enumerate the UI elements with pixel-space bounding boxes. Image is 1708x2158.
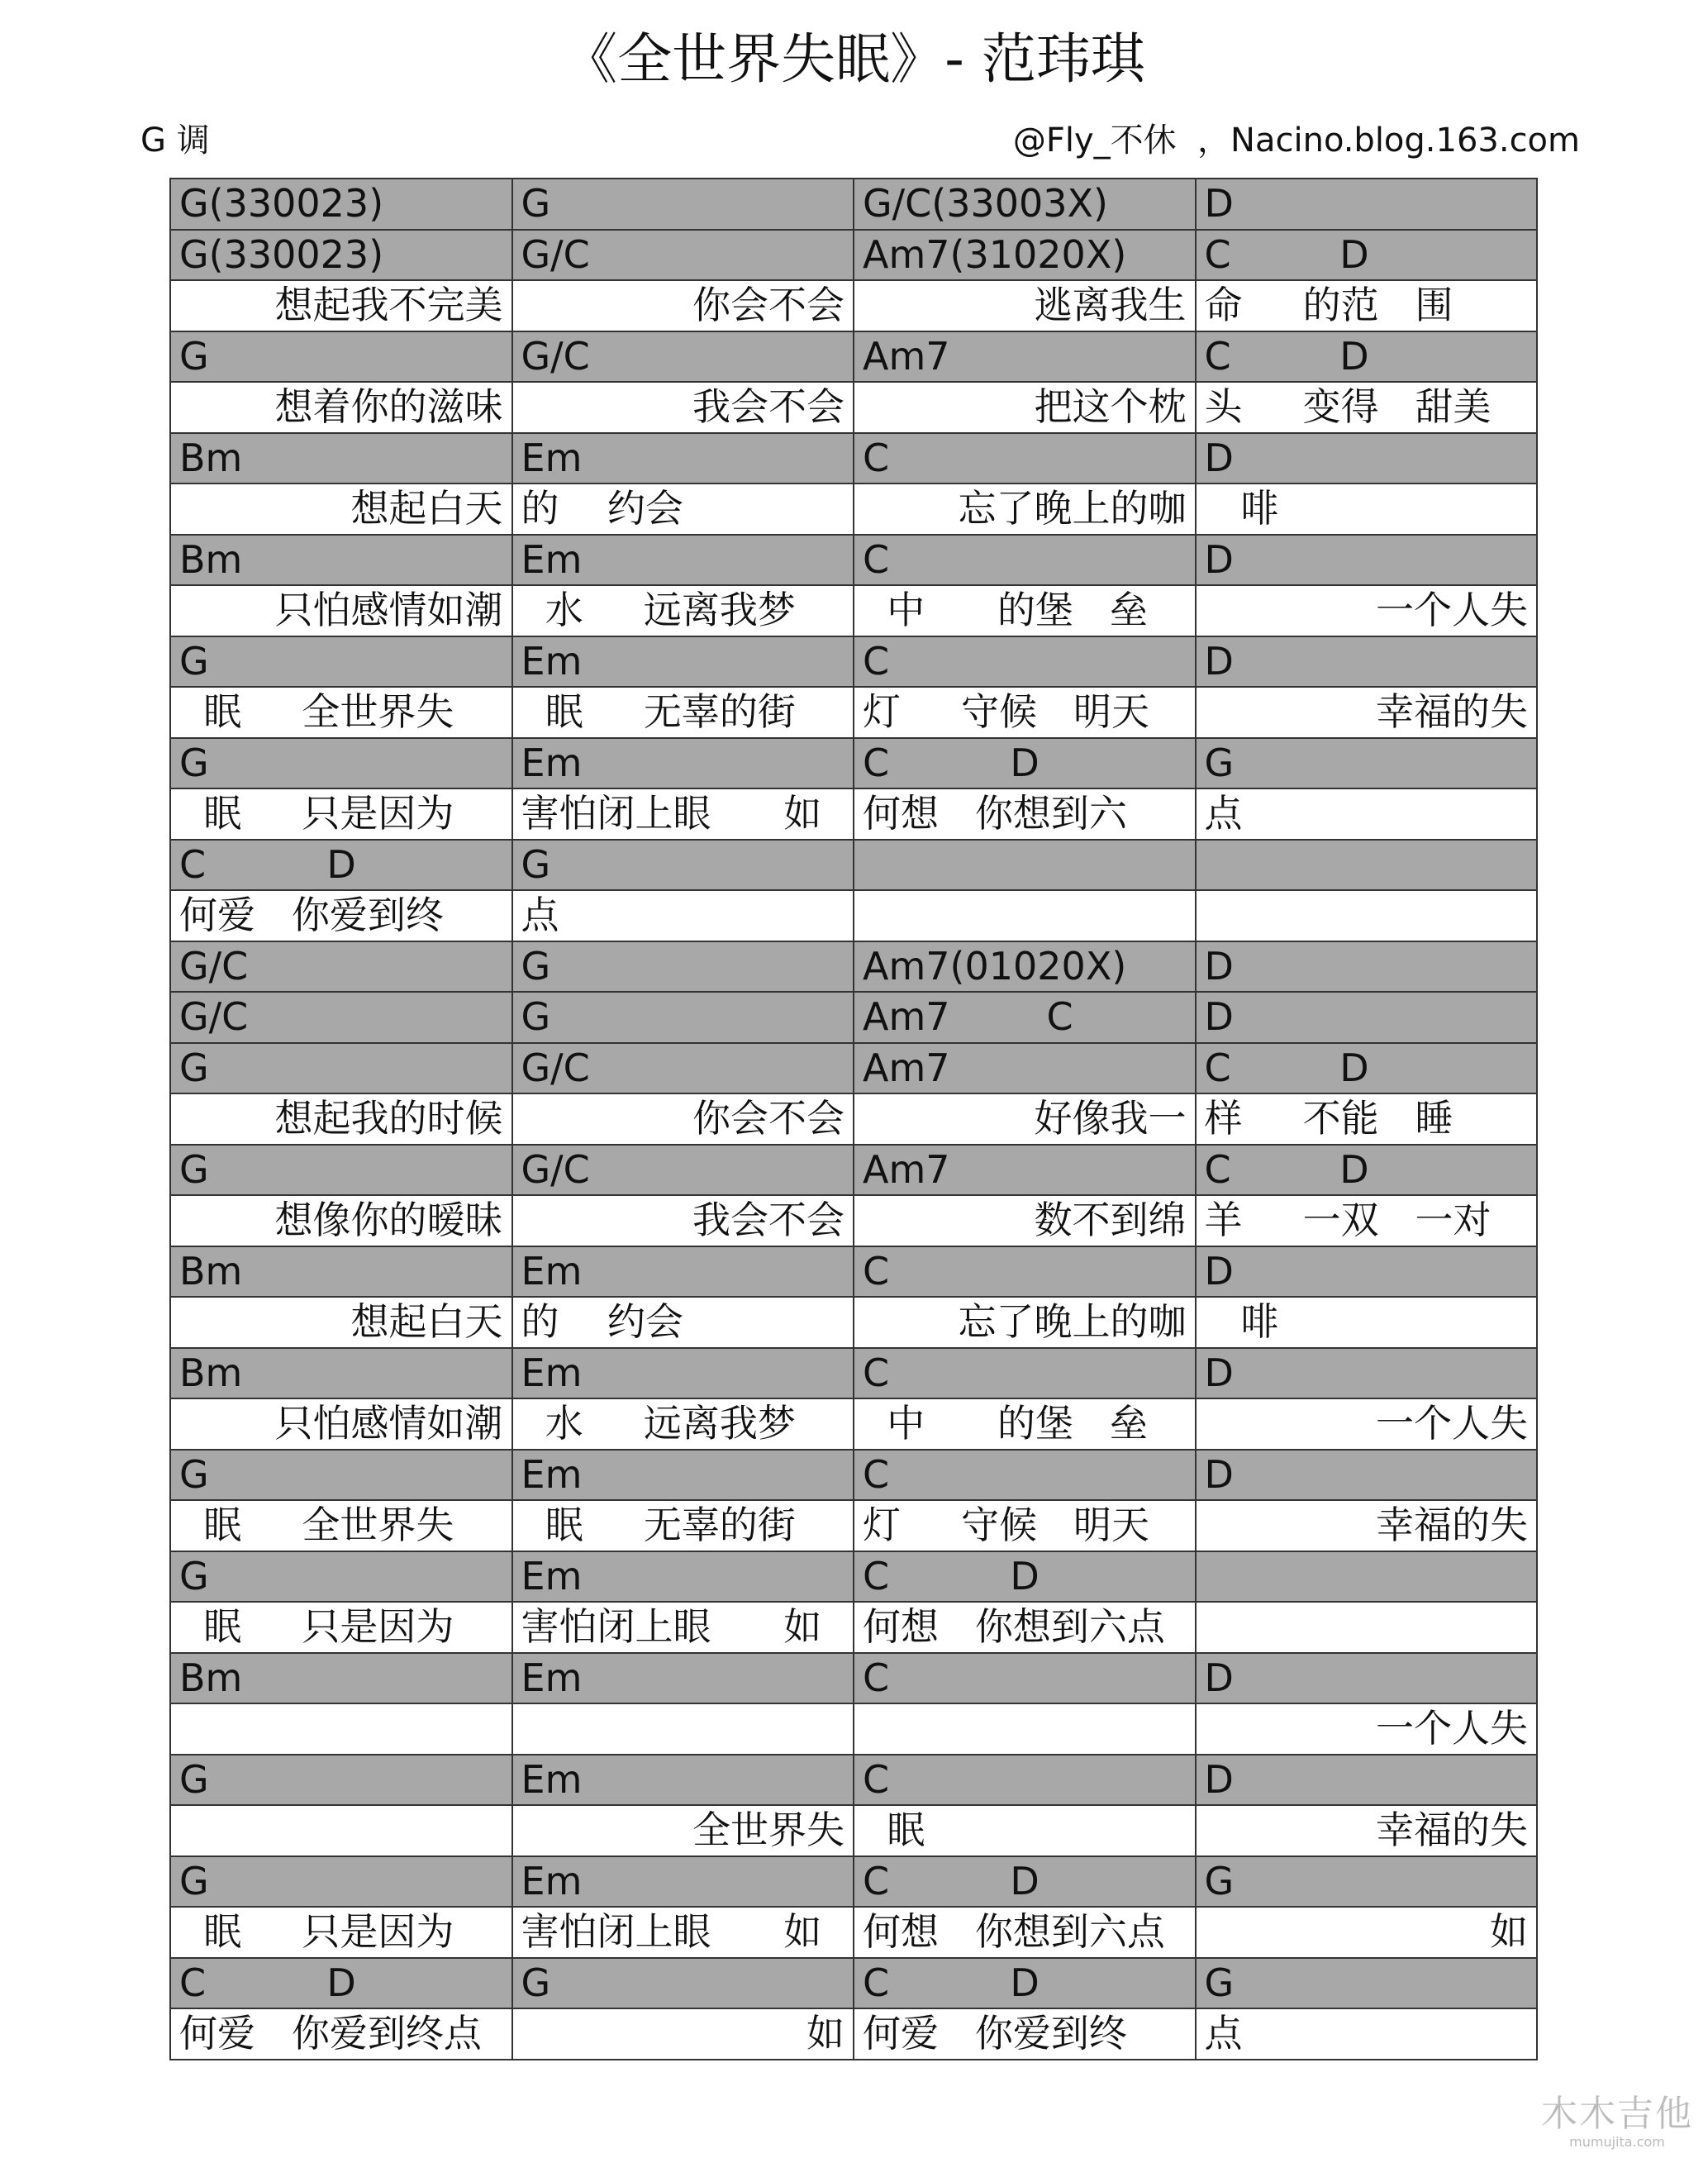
lyric-cell: 幸福的失 — [1196, 687, 1538, 738]
lyric-cell: 何想 你想到六 — [854, 788, 1196, 840]
lyric-cell: 头 变得 甜美 — [1196, 382, 1538, 433]
lyric-row — [170, 788, 1537, 840]
chord-cell: G/C — [512, 331, 854, 383]
chord-cell: G — [512, 992, 854, 1043]
chord-cell: C D — [1196, 1043, 1538, 1094]
lyric-cell — [512, 1703, 854, 1755]
lyric-cell: 幸福的失 — [1196, 1500, 1538, 1551]
chord-cell: Am7 — [854, 1043, 1196, 1094]
chord-cell: C — [854, 433, 1196, 484]
chord-cell: G/C — [170, 992, 512, 1043]
chord-cell: G — [170, 1145, 512, 1196]
lyric-cell: 想着你的滋味 — [170, 382, 512, 433]
chord-cell: Em — [512, 738, 854, 789]
chord-row — [170, 1856, 1537, 1908]
lyric-cell: 害怕闭上眼 如 — [512, 788, 854, 840]
chord-row — [170, 840, 1537, 891]
chord-cell: G — [512, 179, 854, 230]
lyric-row — [170, 585, 1537, 636]
lyric-row — [170, 1500, 1537, 1551]
chord-cell: Em — [512, 1450, 854, 1501]
lyric-cell: 我会不会 — [512, 382, 854, 433]
chord-row — [170, 1958, 1537, 2009]
chord-row — [170, 992, 1537, 1043]
chord-cell: C — [854, 535, 1196, 586]
chord-cell: Am7(31020X) — [854, 230, 1196, 281]
chord-row — [170, 433, 1537, 484]
lyric-cell: 中 的堡 垒 — [854, 585, 1196, 636]
lyric-cell: 啡 — [1196, 1297, 1538, 1348]
lyric-cell: 点 — [1196, 788, 1538, 840]
lyric-cell: 想起白天 — [170, 484, 512, 535]
chord-cell — [854, 840, 1196, 891]
song-key: G 调 — [140, 121, 210, 160]
chord-row — [170, 230, 1537, 281]
chord-cell: C — [854, 1450, 1196, 1501]
lyric-cell — [1196, 1602, 1538, 1653]
lyric-cell: 眠 只是因为 — [170, 1907, 512, 1958]
chord-row — [170, 179, 1537, 230]
chord-cell: C D — [854, 1958, 1196, 2009]
chord-cell: Am7 — [854, 1145, 1196, 1196]
lyric-cell: 只怕感情如潮 — [170, 585, 512, 636]
credit-line: @Fly_不休 ，Nacino.blog.163.com — [1012, 121, 1580, 160]
lyric-row — [170, 484, 1537, 535]
lyric-cell: 一个人失 — [1196, 1398, 1538, 1450]
chord-cell: C D — [854, 1551, 1196, 1603]
lyric-cell: 眠 无辜的街 — [512, 687, 854, 738]
lyric-cell: 好像我一 — [854, 1093, 1196, 1145]
lyric-cell: 忘了晚上的咖 — [854, 1297, 1196, 1348]
chord-cell: D — [1196, 1450, 1538, 1501]
lyric-cell: 你会不会 — [512, 1093, 854, 1145]
watermark-text: 木木吉他 — [1541, 2093, 1693, 2135]
site-watermark — [1541, 2094, 1693, 2150]
chord-cell: D — [1196, 535, 1538, 586]
chord-cell: Em — [512, 1348, 854, 1399]
lyric-cell: 眠 无辜的街 — [512, 1500, 854, 1551]
chord-cell: C D — [854, 1856, 1196, 1908]
lyric-row — [170, 1093, 1537, 1145]
chord-sheet-table — [169, 178, 1538, 2060]
lyric-cell: 逃离我生 — [854, 280, 1196, 331]
lyric-cell: 的 约会 — [512, 1297, 854, 1348]
lyric-cell: 害怕闭上眼 如 — [512, 1907, 854, 1958]
lyric-cell: 中 的堡 垒 — [854, 1398, 1196, 1450]
chord-row — [170, 1450, 1537, 1501]
lyric-cell: 全世界失 — [512, 1805, 854, 1856]
lyric-cell: 灯 守候 明天 — [854, 687, 1196, 738]
lyric-cell: 忘了晚上的咖 — [854, 484, 1196, 535]
lyric-cell — [1196, 890, 1538, 941]
lyric-cell: 眠 只是因为 — [170, 1602, 512, 1653]
song-title: 《全世界失眠》- 范玮琪 — [563, 27, 1145, 91]
lyric-cell: 命 的范 围 — [1196, 280, 1538, 331]
chord-cell: D — [1196, 636, 1538, 688]
chord-cell: Em — [512, 433, 854, 484]
chord-cell: D — [1196, 179, 1538, 230]
lyric-cell: 羊 一双 一对 — [1196, 1195, 1538, 1246]
chord-cell — [1196, 840, 1538, 891]
chord-cell: G — [1196, 738, 1538, 789]
chord-cell: Am7 C — [854, 992, 1196, 1043]
chord-cell: Bm — [170, 433, 512, 484]
lyric-row — [170, 1398, 1537, 1450]
chord-cell: C — [854, 636, 1196, 688]
chord-cell: G — [170, 1043, 512, 1094]
chord-cell: G/C(33003X) — [854, 179, 1196, 230]
lyric-row — [170, 2008, 1537, 2060]
lyric-cell — [854, 1703, 1196, 1755]
chord-row — [170, 1145, 1537, 1196]
chord-cell: C D — [1196, 1145, 1538, 1196]
chord-cell: C — [854, 1653, 1196, 1704]
chord-cell: G — [170, 331, 512, 383]
chord-cell — [1196, 1551, 1538, 1603]
chord-cell: G(330023) — [170, 179, 512, 230]
chord-cell: G — [170, 1755, 512, 1806]
chord-cell: D — [1196, 433, 1538, 484]
lyric-cell: 样 不能 睡 — [1196, 1093, 1538, 1145]
chord-cell: C — [854, 1348, 1196, 1399]
lyric-cell: 想起我不完美 — [170, 280, 512, 331]
lyric-cell: 一个人失 — [1196, 1703, 1538, 1755]
lyric-cell: 一个人失 — [1196, 585, 1538, 636]
chord-cell: Am7(01020X) — [854, 941, 1196, 993]
lyric-cell: 水 远离我梦 — [512, 585, 854, 636]
lyric-cell: 想像你的暧昧 — [170, 1195, 512, 1246]
lyric-cell: 啡 — [1196, 484, 1538, 535]
chord-cell: G — [512, 1958, 854, 2009]
lyric-cell: 点 — [512, 890, 854, 941]
lyric-cell: 的 约会 — [512, 484, 854, 535]
lyric-cell: 把这个枕 — [854, 382, 1196, 433]
chord-cell: G — [1196, 1958, 1538, 2009]
chord-cell: Em — [512, 1246, 854, 1298]
chord-cell: G/C — [512, 1145, 854, 1196]
lyric-cell: 想起我的时候 — [170, 1093, 512, 1145]
lyric-cell: 何爱 你爱到终 — [854, 2008, 1196, 2060]
chord-cell: D — [1196, 941, 1538, 993]
chord-cell: G — [170, 1551, 512, 1603]
lyric-cell: 害怕闭上眼 如 — [512, 1602, 854, 1653]
chord-row — [170, 941, 1537, 993]
chord-cell: Em — [512, 1755, 854, 1806]
chord-cell: C D — [170, 840, 512, 891]
chord-cell: C D — [1196, 331, 1538, 383]
chord-cell: D — [1196, 1755, 1538, 1806]
lyric-cell: 何爱 你爱到终 — [170, 890, 512, 941]
chord-cell: Bm — [170, 1653, 512, 1704]
chord-sheet-body — [170, 179, 1537, 2060]
chord-row — [170, 331, 1537, 383]
chord-cell: Bm — [170, 1348, 512, 1399]
chord-row — [170, 1043, 1537, 1094]
lyric-row — [170, 1297, 1537, 1348]
chord-cell: Bm — [170, 535, 512, 586]
lyric-row — [170, 687, 1537, 738]
chord-cell: G/C — [512, 230, 854, 281]
lyric-cell: 水 远离我梦 — [512, 1398, 854, 1450]
lyric-cell: 何爱 你爱到终点 — [170, 2008, 512, 2060]
lyric-row — [170, 1602, 1537, 1653]
lyric-cell: 灯 守候 明天 — [854, 1500, 1196, 1551]
lyric-row — [170, 382, 1537, 433]
chord-cell: G — [170, 636, 512, 688]
lyric-cell: 幸福的失 — [1196, 1805, 1538, 1856]
lyric-cell: 何想 你想到六点 — [854, 1907, 1196, 1958]
lyric-cell: 我会不会 — [512, 1195, 854, 1246]
lyric-cell: 眠 全世界失 — [170, 1500, 512, 1551]
lyric-cell: 你会不会 — [512, 280, 854, 331]
chord-row — [170, 1348, 1537, 1399]
chord-cell: G(330023) — [170, 230, 512, 281]
chord-row — [170, 1755, 1537, 1806]
lyric-cell — [170, 1703, 512, 1755]
lyric-cell: 想起白天 — [170, 1297, 512, 1348]
chord-cell: C D — [854, 738, 1196, 789]
chord-cell: G — [512, 840, 854, 891]
lyric-cell: 点 — [1196, 2008, 1538, 2060]
lyric-row — [170, 1195, 1537, 1246]
chord-row — [170, 1246, 1537, 1298]
lyric-cell — [170, 1805, 512, 1856]
chord-row — [170, 535, 1537, 586]
watermark-url: mumujita.com — [1569, 2134, 1665, 2150]
chord-cell: Em — [512, 535, 854, 586]
lyric-cell: 只怕感情如潮 — [170, 1398, 512, 1450]
lyric-cell: 眠 — [854, 1805, 1196, 1856]
chord-cell: C — [854, 1755, 1196, 1806]
lyric-row — [170, 1805, 1537, 1856]
chord-row — [170, 1551, 1537, 1603]
chord-cell: Em — [512, 1551, 854, 1603]
chord-cell: D — [1196, 1246, 1538, 1298]
chord-cell: G — [170, 738, 512, 789]
chord-cell: G — [512, 941, 854, 993]
lyric-cell: 如 — [512, 2008, 854, 2060]
chord-cell: Em — [512, 636, 854, 688]
chord-cell: D — [1196, 992, 1538, 1043]
chord-row — [170, 738, 1537, 789]
lyric-cell: 眠 只是因为 — [170, 788, 512, 840]
lyric-cell: 数不到绵 — [854, 1195, 1196, 1246]
chord-cell: G/C — [170, 941, 512, 993]
chord-cell: C D — [170, 1958, 512, 2009]
chord-cell: Am7 — [854, 331, 1196, 383]
lyric-row — [170, 1703, 1537, 1755]
lyric-cell — [854, 890, 1196, 941]
chord-cell: G — [170, 1856, 512, 1908]
chord-row — [170, 1653, 1537, 1704]
chord-cell: Em — [512, 1856, 854, 1908]
chord-cell: Em — [512, 1653, 854, 1704]
chord-cell: C — [854, 1246, 1196, 1298]
chord-cell: Bm — [170, 1246, 512, 1298]
chord-row — [170, 636, 1537, 688]
chord-cell: D — [1196, 1348, 1538, 1399]
lyric-cell: 眠 全世界失 — [170, 687, 512, 738]
chord-cell: G — [1196, 1856, 1538, 1908]
chord-cell: G/C — [512, 1043, 854, 1094]
lyric-row — [170, 890, 1537, 941]
lyric-cell: 何想 你想到六点 — [854, 1602, 1196, 1653]
chord-cell: C D — [1196, 230, 1538, 281]
lyric-cell: 如 — [1196, 1907, 1538, 1958]
lyric-row — [170, 280, 1537, 331]
lyric-row — [170, 1907, 1537, 1958]
chord-cell: G — [170, 1450, 512, 1501]
chord-cell: D — [1196, 1653, 1538, 1704]
